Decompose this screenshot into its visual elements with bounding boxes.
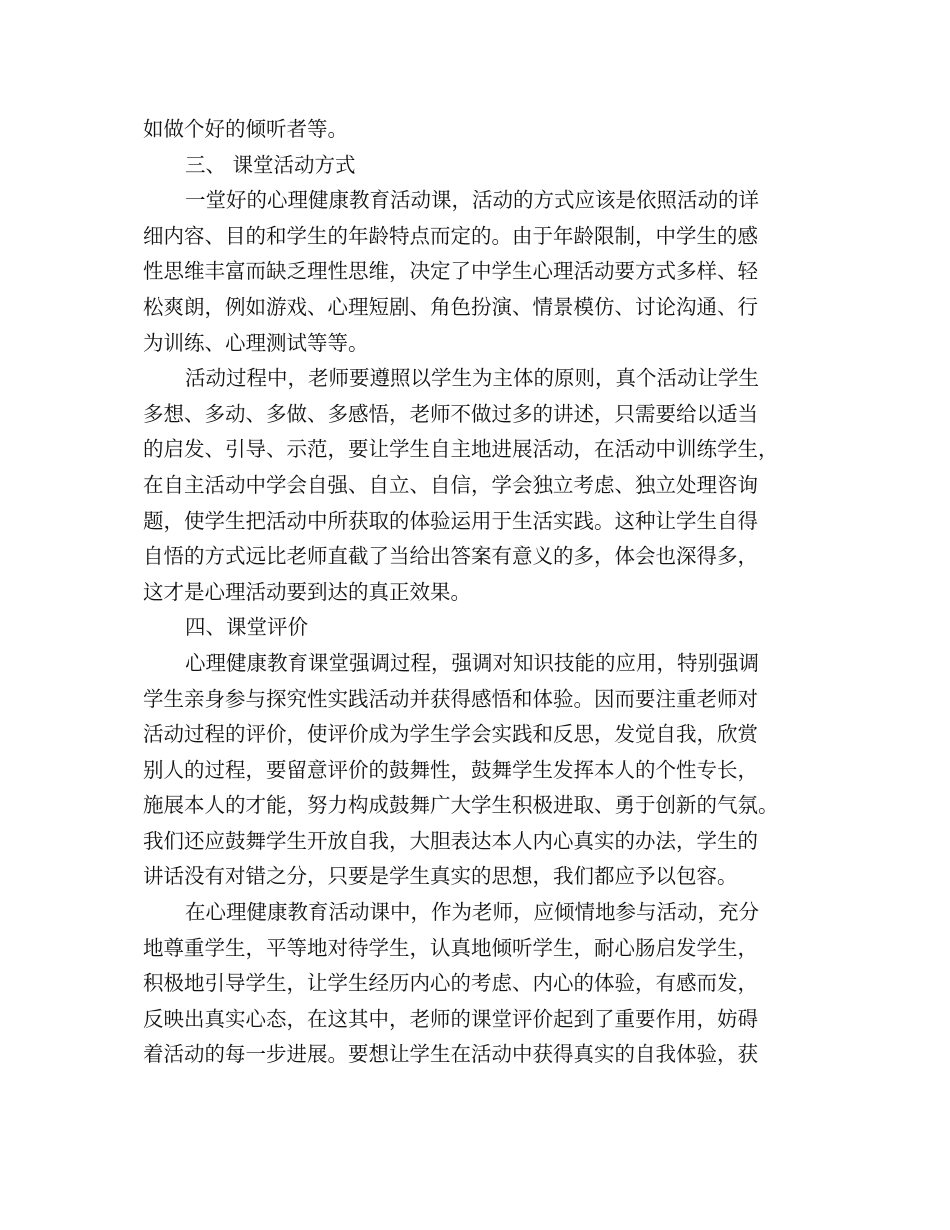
paragraph-continuation [143,112,813,148]
text-line: 施展本人的才能，努力构成鼓舞广大学生积极进取、勇于创新的气氛。 [143,793,779,818]
text-line: 细内容、目的和学生的年龄特点而定的。由于年龄限制，中学生的感 [143,223,758,248]
text-line: 题，使学生把活动中所获取的体验运用于生活实践。这种让学生自得 [143,508,758,533]
text-line: 我们还应鼓舞学生开放自我，大胆表达本人内心真实的办法，学生的 [143,828,758,853]
text-line: 自悟的方式远比老师直截了当给出答案有意义的多，体会也深得多， [143,544,758,569]
text-line: 这才是心理活动要到达的真正效果。 [143,579,471,604]
text-line: 在自主活动中学会自强、自立、自信，学会独立考虑、独立处理咨询 [143,472,758,497]
paragraph-teacher-role [143,895,813,1073]
section-heading-activity-methods: 三、 课堂活动方式 [185,152,356,177]
document-page [143,112,813,1073]
text-line: 积极地引导学生，让学生经历内心的考虑、内心的体验，有感而发， [143,971,758,996]
text-line: 在心理健康教育活动课中，作为老师，应倾情地参与活动，充分 [185,900,759,925]
text-line: 心理健康教育课堂强调过程，强调对知识技能的应用，特别强调 [185,650,759,675]
text-line: 活动过程中，老师要遵照以学生为主体的原则，真个活动让学生 [185,366,759,391]
text-line: 一堂好的心理健康教育活动课，活动的方式应该是依照活动的详 [185,188,759,213]
text-line: 性思维丰富而缺乏理性思维，决定了中学生心理活动要方式多样、轻 [143,259,758,284]
text-line: 的启发、引导、示范，要让学生自主地进展活动，在活动中训练学生， [143,437,779,462]
paragraph-activity-process [143,361,813,610]
section-heading-classroom-evaluation: 四、课堂评价 [185,615,308,640]
text-line: 别人的过程，要留意评价的鼓舞性，鼓舞学生发挥本人的个性专长， [143,757,758,782]
text-line: 反映出真实心态，在这其中，老师的课堂评价起到了重要作用，妨碍 [143,1006,758,1031]
text-line: 学生亲身参与探究性实践活动并获得感悟和体验。因而要注重老师对 [143,686,758,711]
text-line: 如做个好的倾听者等。 [143,117,348,141]
text-line: 活动过程的评价，使评价成为学生学会实践和反思，发觉自我，欣赏 [143,722,758,747]
text-line: 地尊重学生，平等地对待学生，认真地倾听学生，耐心肠启发学生， [143,935,758,960]
text-line: 为训练、心理测试等等。 [143,330,369,355]
paragraph-classroom-evaluation [143,646,813,895]
text-line: 松爽朗，例如游戏、心理短剧、角色扮演、情景模仿、讨论沟通、行 [143,294,758,319]
text-line: 着活动的每一步进展。要想让学生在活动中获得真实的自我体验，获 [143,1042,758,1067]
text-line: 多想、多动、多做、多感悟，老师不做过多的讲述，只需要给以适当 [143,401,758,426]
paragraph-activity-methods [143,183,813,361]
text-line: 讲话没有对错之分，只要是学生真实的思想，我们都应予以包容。 [143,864,738,889]
